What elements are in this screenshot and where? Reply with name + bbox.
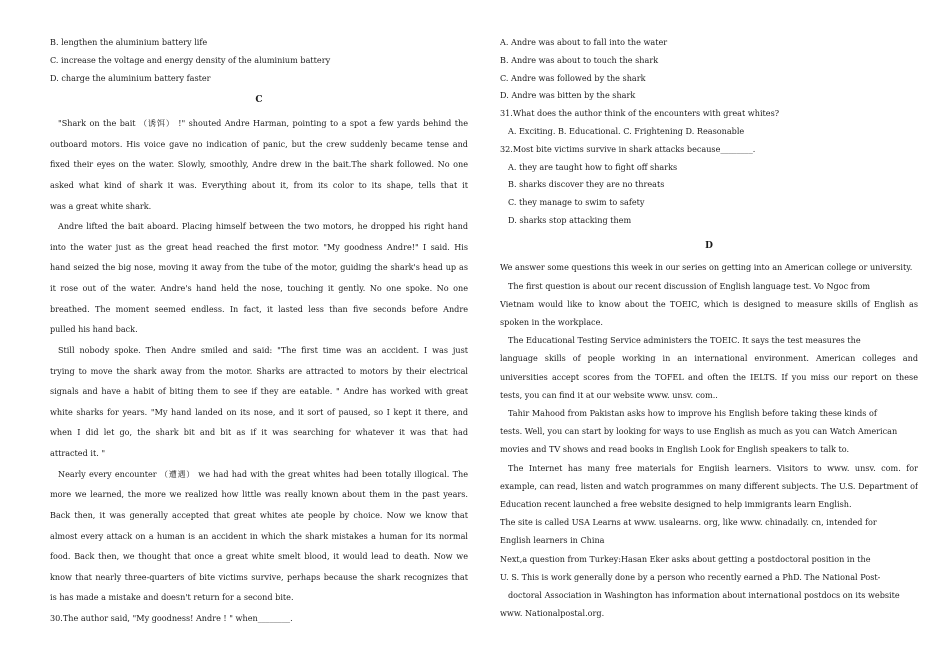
question-31: 31.What does the author think of the encounters with great whites? [500,108,780,119]
section-c-heading: C [255,95,263,106]
passage-d-line: The Educational Testing Service administers the TOEIC. It says the test measures the [508,335,861,346]
section-d-heading: D [705,240,713,251]
q32-option-d: D. sharks stop attacking them [508,214,632,225]
passage-d-line: example, can read, listen and watch programmes on many different subjects. The U.S. Department of [500,480,918,491]
passage-d-line: doctoral Association in Washington has information about international postdocs on its website [508,590,900,601]
passage-c-line: hand seized the big nose, moving it away from the tube of the motor, guiding the shark's head up as [50,262,468,273]
passage-d-line: U. S. This is work generally done by a person who recently earned a PhD. The National Post- [500,571,881,582]
passage-d-line: English learners in China [500,535,605,546]
question-30: 30.The author said, "My goodness! Andre ! " when________. [50,613,293,624]
q30-option-a: A. Andre was about to fall into the water [500,37,668,47]
q30-option-c: C. Andre was followed by the shark [500,72,646,83]
passage-c-line: pulled his hand back. [50,324,138,335]
passage-c-line: signals and have a habit of biting them to see if they are eatable. " Andre has worked with great [50,386,468,397]
q32-option-c: C. they manage to swim to safety [508,197,645,208]
passage-d-line: Tahir Mahood from Pakistan asks how to improve his English before taking these kinds of [508,408,877,419]
passage-d-line: The site is called USA Learns at www. usalearns. org, like www. chinadaily. cn, intended for [500,517,877,528]
passage-c-line: when I did let go, the shark bit and bit as if it was searching for whatever it was that had [50,427,468,438]
passage-d-line: language skills of people working in an international environment. American colleges and [500,353,918,364]
passage-c-line: almost every attack on a human is an accident in which the shark mistakes a human for its normal [50,530,468,541]
passage-c-line: it rose out of the water. Andre's hand held the nose, touching it gently. No one spoke. No one [50,283,468,294]
passage-d-line: www. Nationalpostal.org. [500,608,605,619]
q30-option-b: B. Andre was about to touch the shark [500,54,659,65]
passage-c-line: Still nobody spoke. Then Andre smiled and said: "The first time was an accident. I was just [58,344,468,355]
option-d-top: D. charge the aluminium battery faster [50,72,211,83]
passage-c-line: know that nearly three-quarters of bite victims survive, perhaps because the shark recognizes that [50,571,468,582]
passage-d-line: universities accept scores from the TOFEL and often the IELTS. If you miss our report on these [500,371,918,382]
q32-option-b: B. sharks discover they are no threats [508,179,665,190]
passage-c-line: trying to move the shark away from the motor. Sharks are attracted to motors by their electrical [50,365,468,376]
passage-c-line: white sharks for years. "My hand landed on its nose, and it sort of paused, so I kept it there, and [50,406,468,417]
passage-c-line: Back then, it was generally accepted that great whites ate people by choice. Now we know that [50,509,468,520]
passage-c-line: "Shark on the bait （诱饵） !" shouted Andre Harman, pointing to a spot a few yards behind the [58,118,468,129]
passage-d-line: movies and TV shows and read books in English Look for English speakers to talk to. [500,444,850,455]
right-column [500,34,918,623]
option-c-top: C. increase the voltage and energy density of the aluminium battery [50,54,331,65]
passage-c [50,113,468,629]
passage-d [500,258,918,622]
passage-d-line: The Internet has many free materials for Engiish learners. Visitors to www. unsv. com. for [508,462,918,473]
passage-c-line: attracted it. " [50,448,106,459]
passage-d-line: tests. Well, you can start by looking for ways to use English as much as you can Watch American [500,426,898,437]
passage-d-line: tests, you can find it at our website www. unsv. com.. [500,389,718,400]
question-32: 32.Most bite victims survive in shark attacks because________. [500,143,756,154]
passage-c-line: fixed their eyes on the water. Slowly, smoothly, Andre drew in the bait.The shark followed. No one [50,159,468,170]
passage-c-line: food. Back then, we thought that once a great white smelt blood, it would lead to death. Now we [50,551,468,562]
option-b-top: B. lengthen the aluminium battery life [50,37,208,47]
passage-c-line: Nearly every encounter （遭遇） we had had with the great whites had been totally illogical. The [58,468,468,479]
passage-c-line: outboard motors. His voice gave no indication of panic, but the crew suddenly became tense and [50,138,468,149]
passage-d-line: spoken in the workplace. [500,317,603,328]
passage-d-line: We answer some questions this week in our series on getting into an American college or university. [500,262,913,273]
passage-d-line: The first question is about our recent discussion of English language test. Vo Ngoc from [508,280,871,291]
q32-option-a: A. they are taught how to fight off sharks [508,161,678,172]
passage-c-line: into the water just as the great head reached the first motor. "My goodness Andre!" I said. His [50,241,468,252]
q30-option-d: D. Andre was bitten by the shark [500,90,636,101]
passage-c-line: asked what kind of shark it was. Everything about it, from its color to its shape, tells that it [50,179,468,190]
left-column [50,34,468,629]
passage-d-line: Vietnam would like to know about the TOEIC, which is designed to measure skills of English as [500,298,918,309]
passage-c-line: is has made a mistake and doesn't return for a second bite. [50,592,294,603]
passage-c-line: was a great white shark. [50,200,152,211]
passage-d-line: Next,a question from Turkey:Hasan Eker asks about getting a postdoctoral position in the [500,553,871,564]
q31-options: A. Exciting. B. Educational. C. Frightening D. Reasonable [508,125,745,136]
passage-c-line: Andre lifted the bait aboard. Placing himself between the two motors, he dropped his right hand [58,221,468,232]
passage-d-line: Education recent launched a free website designed to help immigrants learn English. [500,499,852,510]
passage-c-line: more we learned, the more we realized how little was really known about them in the past years. [50,489,468,500]
passage-c-line: breathed. The moment seemed endless. In fact, it lasted less than five seconds before Andre [50,303,468,314]
